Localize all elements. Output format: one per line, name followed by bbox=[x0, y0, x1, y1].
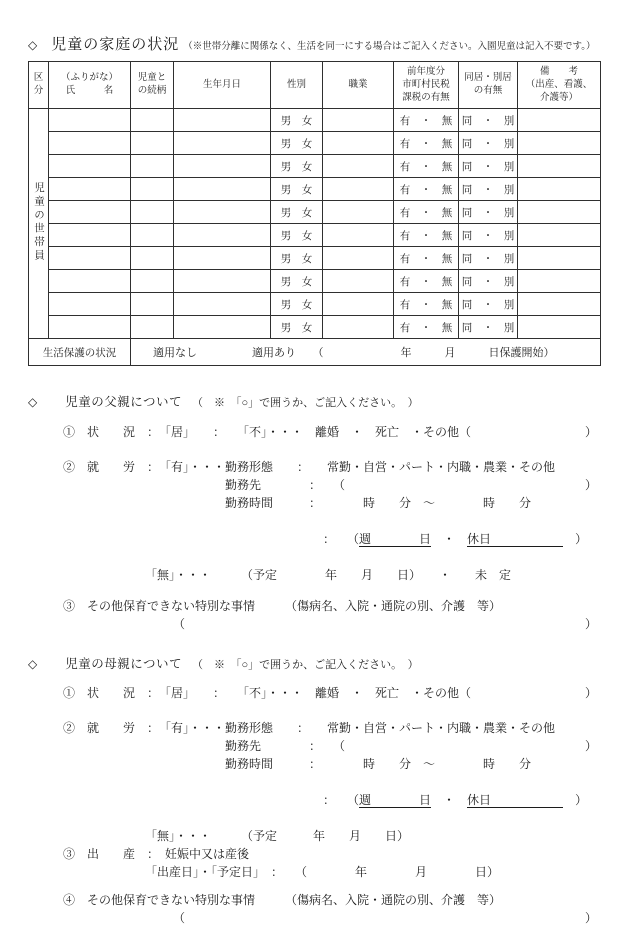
table-row bbox=[29, 201, 601, 224]
cohabitation-options-cell: 同 ・ 別 bbox=[459, 293, 518, 316]
welfare-label: 生活保護の状況 bbox=[29, 339, 131, 366]
tax-options-cell: 有 ・ 無 bbox=[394, 109, 459, 132]
mother-other-reason-blank bbox=[0, 909, 597, 927]
welfare-options: 適用なし 適用あり （ 年 月 日保護開始） bbox=[131, 339, 601, 366]
name-blank-cell bbox=[49, 155, 131, 178]
close-paren: ） bbox=[584, 617, 597, 631]
tax-options-cell: 有 ・ 無 bbox=[394, 316, 459, 339]
occupation-blank-cell bbox=[323, 270, 394, 293]
birthdate-blank-cell bbox=[174, 224, 271, 247]
tax-options-cell: 有 ・ 無 bbox=[394, 270, 459, 293]
remarks-blank-cell bbox=[518, 270, 601, 293]
mother-section bbox=[0, 654, 630, 927]
header-occupation: 職業 bbox=[323, 62, 394, 109]
birthdate-blank-cell bbox=[174, 270, 271, 293]
tax-options-cell: 有 ・ 無 bbox=[394, 224, 459, 247]
name-blank-cell bbox=[49, 247, 131, 270]
table-row bbox=[29, 109, 601, 132]
mother-worktime-line: 勤務時間 ： 時 分 ～ 時 分 bbox=[225, 757, 532, 771]
name-blank-cell bbox=[49, 270, 131, 293]
birthdate-blank-cell bbox=[174, 109, 271, 132]
mother-workplace-text: 勤務先 ： （ bbox=[225, 739, 346, 753]
relation-blank-cell bbox=[131, 247, 174, 270]
remarks-blank-cell bbox=[518, 132, 601, 155]
birthdate-blank-cell bbox=[174, 132, 271, 155]
birthdate-blank-cell bbox=[174, 316, 271, 339]
open-paren: （ bbox=[173, 911, 186, 925]
name-blank-cell bbox=[49, 132, 131, 155]
header-sex: 性別 bbox=[271, 62, 323, 109]
father-section-note: （ ※ 「○」で囲うか、ご記入ください。 ） bbox=[192, 397, 419, 409]
table-row bbox=[29, 132, 601, 155]
table-row bbox=[29, 178, 601, 201]
occupation-blank-cell bbox=[323, 247, 394, 270]
relation-blank-cell bbox=[131, 201, 174, 224]
close-paren: ） bbox=[584, 911, 597, 925]
remarks-blank-cell bbox=[518, 316, 601, 339]
name-blank-cell bbox=[49, 109, 131, 132]
relation-blank-cell bbox=[131, 270, 174, 293]
holiday-underline: 休日 bbox=[467, 532, 564, 546]
table-row bbox=[29, 293, 601, 316]
father-section-title: 児童の父親について bbox=[65, 395, 182, 409]
name-blank-cell bbox=[49, 316, 131, 339]
mother-status-text: ① 状 況 ： 「居」 ： 「不」・・・ 離婚 ・ 死亡 ・その他（ bbox=[63, 686, 472, 700]
page-title: 児童の家庭の状況 bbox=[51, 37, 180, 53]
occupation-blank-cell bbox=[323, 201, 394, 224]
sex-options-cell: 男 女 bbox=[271, 201, 323, 224]
relation-blank-cell bbox=[131, 132, 174, 155]
sex-options-cell: 男 女 bbox=[271, 293, 323, 316]
remarks-blank-cell bbox=[518, 155, 601, 178]
remarks-blank-cell bbox=[518, 224, 601, 247]
relation-blank-cell bbox=[131, 224, 174, 247]
table-header-row bbox=[29, 62, 601, 109]
table-row bbox=[29, 224, 601, 247]
father-status-text: ① 状 況 ： 「居」 ： 「不」・・・ 離婚 ・ 死亡 ・その他（ bbox=[63, 425, 472, 439]
father-section bbox=[0, 392, 630, 633]
table-row bbox=[29, 155, 601, 178]
father-other-reason-title: ③ その他保育できない特別な事情 （傷病名、入院・通院の別、介護 等） bbox=[63, 599, 502, 613]
mother-status-line bbox=[0, 684, 597, 702]
tax-options-cell: 有 ・ 無 bbox=[394, 293, 459, 316]
mother-no-work-line: 「無」・・・ （予定 年 月 日） bbox=[145, 829, 410, 843]
mother-section-note: （ ※ 「○」で囲うか、ご記入ください。 ） bbox=[192, 659, 419, 671]
occupation-blank-cell bbox=[323, 132, 394, 155]
remarks-blank-cell bbox=[518, 178, 601, 201]
cohabitation-options-cell: 同 ・ 別 bbox=[459, 316, 518, 339]
occupation-blank-cell bbox=[323, 224, 394, 247]
cohabitation-options-cell: 同 ・ 別 bbox=[459, 224, 518, 247]
remarks-blank-cell bbox=[518, 293, 601, 316]
separator-dot: ・ bbox=[431, 532, 468, 546]
mother-section-heading bbox=[0, 654, 630, 672]
tax-options-cell: 有 ・ 無 bbox=[394, 201, 459, 224]
sex-options-cell: 男 女 bbox=[271, 316, 323, 339]
header-category: 区 分 bbox=[29, 62, 49, 109]
birthdate-blank-cell bbox=[174, 247, 271, 270]
table-row bbox=[29, 270, 601, 293]
sex-options-cell: 男 女 bbox=[271, 247, 323, 270]
household-note: （※世帯分離に関係なく、生活を同一にする場合はご記入ください。入園児童は記入不要です。） bbox=[183, 42, 596, 52]
father-schedule-pre: ： （ bbox=[323, 532, 360, 546]
father-no-work-line: 「無」・・・ （予定 年 月 日） ・ 未 定 bbox=[145, 568, 512, 582]
mother-work-line: ② 就 労 ： 「有」・・・勤務形態 ： 常勤・自営・パート・内職・農業・その他 bbox=[63, 721, 556, 735]
cohabitation-options-cell: 同 ・ 別 bbox=[459, 132, 518, 155]
father-worktime-line: 勤務時間 ： 時 分 ～ 時 分 bbox=[225, 496, 532, 510]
tax-options-cell: 有 ・ 無 bbox=[394, 247, 459, 270]
relation-blank-cell bbox=[131, 293, 174, 316]
father-workplace-line bbox=[0, 476, 597, 494]
tax-options-cell: 有 ・ 無 bbox=[394, 155, 459, 178]
name-blank-cell bbox=[49, 293, 131, 316]
birthdate-blank-cell bbox=[174, 293, 271, 316]
header-remarks: 備 考 （出産、看護、 介護等） bbox=[518, 62, 601, 109]
occupation-blank-cell bbox=[323, 155, 394, 178]
close-paren: ） bbox=[563, 793, 588, 807]
occupation-blank-cell bbox=[323, 316, 394, 339]
father-workplace-text: 勤務先 ： （ bbox=[225, 478, 346, 492]
occupation-blank-cell bbox=[323, 293, 394, 316]
birthdate-blank-cell bbox=[174, 201, 271, 224]
remarks-blank-cell bbox=[518, 247, 601, 270]
father-work-line: ② 就 労 ： 「有」・・・勤務形態 ： 常勤・自営・パート・内職・農業・その他 bbox=[63, 460, 556, 474]
table-row bbox=[29, 247, 601, 270]
cohabitation-options-cell: 同 ・ 別 bbox=[459, 178, 518, 201]
table-row bbox=[29, 316, 601, 339]
cohabitation-options-cell: 同 ・ 別 bbox=[459, 270, 518, 293]
mother-workplace-line bbox=[0, 737, 597, 755]
name-blank-cell bbox=[49, 224, 131, 247]
welfare-row bbox=[29, 339, 601, 366]
close-paren: ） bbox=[584, 739, 597, 753]
sex-options-cell: 男 女 bbox=[271, 224, 323, 247]
close-paren: ） bbox=[584, 425, 597, 439]
separator-dot: ・ bbox=[431, 793, 468, 807]
cohabitation-options-cell: 同 ・ 別 bbox=[459, 109, 518, 132]
father-other-reason-blank bbox=[0, 615, 597, 633]
name-blank-cell bbox=[49, 178, 131, 201]
cohabitation-options-cell: 同 ・ 別 bbox=[459, 201, 518, 224]
mother-schedule-line bbox=[0, 773, 630, 827]
diamond-icon: ◇ bbox=[28, 657, 38, 671]
close-paren: ） bbox=[563, 532, 588, 546]
father-status-line bbox=[0, 423, 597, 441]
cohabitation-options-cell: 同 ・ 別 bbox=[459, 247, 518, 270]
father-section-heading bbox=[0, 392, 630, 410]
household-section-heading bbox=[0, 0, 630, 61]
open-paren: （ bbox=[173, 617, 186, 631]
header-relation: 児童と の続柄 bbox=[131, 62, 174, 109]
birthdate-blank-cell bbox=[174, 155, 271, 178]
relation-blank-cell bbox=[131, 109, 174, 132]
header-birthdate: 生年月日 bbox=[174, 62, 271, 109]
sex-options-cell: 男 女 bbox=[271, 109, 323, 132]
sex-options-cell: 男 女 bbox=[271, 132, 323, 155]
close-paren: ） bbox=[584, 478, 597, 492]
occupation-blank-cell bbox=[323, 109, 394, 132]
mother-other-reason-title: ④ その他保育できない特別な事情 （傷病名、入院・通院の別、介護 等） bbox=[63, 893, 502, 907]
mother-section-title: 児童の母親について bbox=[65, 657, 182, 671]
diamond-icon: ◇ bbox=[28, 38, 38, 52]
father-schedule-line bbox=[0, 512, 630, 566]
week-days-underline: 週 日 bbox=[359, 532, 432, 546]
mother-birth-line: ③ 出 産 ： 妊娠中又は産後 bbox=[63, 847, 250, 861]
relation-blank-cell bbox=[131, 316, 174, 339]
mother-schedule-pre: ： （ bbox=[323, 793, 360, 807]
remarks-blank-cell bbox=[518, 201, 601, 224]
occupation-blank-cell bbox=[323, 178, 394, 201]
sex-options-cell: 男 女 bbox=[271, 270, 323, 293]
sex-options-cell: 男 女 bbox=[271, 178, 323, 201]
tax-options-cell: 有 ・ 無 bbox=[394, 132, 459, 155]
name-blank-cell bbox=[49, 201, 131, 224]
relation-blank-cell bbox=[131, 178, 174, 201]
header-tax: 前年度分 市町村民税 課税の有無 bbox=[394, 62, 459, 109]
header-cohabitation: 同居・別居 の有無 bbox=[459, 62, 518, 109]
header-name: （ふりがな） 氏 名 bbox=[49, 62, 131, 109]
diamond-icon: ◇ bbox=[28, 395, 38, 409]
mother-birth-date-line: 「出産日」・「予定日」 ： （ 年 月 日） bbox=[145, 865, 500, 879]
cohabitation-options-cell: 同 ・ 別 bbox=[459, 155, 518, 178]
sex-options-cell: 男 女 bbox=[271, 155, 323, 178]
remarks-blank-cell bbox=[518, 109, 601, 132]
household-table bbox=[28, 61, 601, 366]
household-members-side-label: 児童の世帯員 bbox=[29, 109, 49, 339]
holiday-underline: 休日 bbox=[467, 793, 564, 807]
close-paren: ） bbox=[584, 686, 597, 700]
relation-blank-cell bbox=[131, 155, 174, 178]
week-days-underline: 週 日 bbox=[359, 793, 432, 807]
tax-options-cell: 有 ・ 無 bbox=[394, 178, 459, 201]
birthdate-blank-cell bbox=[174, 178, 271, 201]
